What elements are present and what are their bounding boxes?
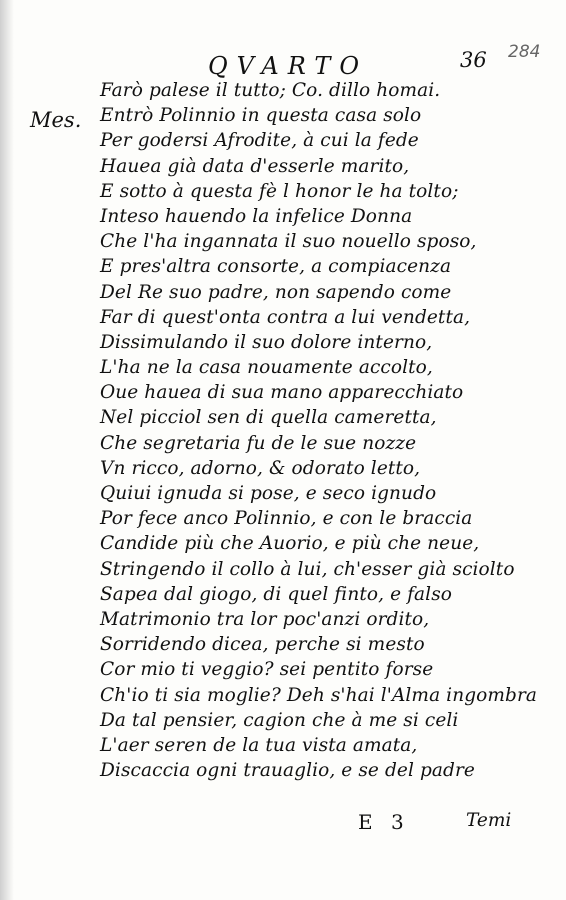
speaker-label: Mes. (30, 108, 82, 132)
verse-line: Dissimulando il suo dolore interno, (100, 331, 433, 353)
verse-line: Quiui ignuda si pose, e seco ignudo (100, 483, 437, 504)
verse-line: Del Re suo padre, non sapendo come (100, 281, 452, 303)
pencil-annotation: 284 (508, 42, 541, 62)
page-footer (0, 810, 566, 840)
verse-line: Hauea già data d'esserle marito, (100, 155, 410, 177)
verse-line: Che l'ha ingannata il suo nouello sposo, (100, 231, 477, 253)
verse-line: L'aer seren de la tua vista amata, (100, 734, 418, 756)
verse-line: Cor mio ti veggio? sei pentito forse (100, 659, 434, 681)
verse-line: E sotto à questa fè l honor le ha tolto; (100, 180, 459, 202)
signature-mark: E 3 (358, 810, 410, 834)
verse-line: Per godersi Afrodite, à cui la fede (100, 130, 419, 152)
verse-line: Che segretaria fu de le sue nozze (100, 432, 417, 454)
verse-line: Oue hauea di sua mano apparecchiato (100, 382, 464, 404)
verse-line: Farò palese il tutto; Co. dillo homai. (100, 80, 441, 101)
verse-line: Far di quest'onta contra a lui vendetta, (100, 306, 471, 328)
verse-line: Por fece anco Polinnio, e con le braccia (100, 508, 473, 530)
verse-line: L'ha ne la casa nouamente accolto, (100, 357, 433, 379)
verse-line: Inteso hauendo la infelice Donna (100, 205, 413, 227)
verse-line: Ch'io ti sia moglie? Deh s'hai l'Alma ingombra (100, 684, 538, 706)
running-head: QVARTO (208, 52, 369, 80)
verse-line: Discaccia ogni trauaglio, e se del padre (100, 760, 475, 782)
page-gutter-shadow (0, 0, 14, 900)
verse-line: Stringendo il collo à lui, ch'esser già sciolto (100, 558, 515, 580)
verse-line: E pres'altra consorte, a compiacenza (100, 256, 452, 278)
verse-line: Vn ricco, adorno, & odorato letto, (100, 457, 421, 479)
verse-block (100, 78, 560, 783)
verse-line: Matrimonio tra lor poc'anzi ordito, (100, 608, 430, 630)
verse-line: Da tal pensier, cagion che à me si celi (100, 709, 459, 731)
folio-number: 36 (460, 48, 487, 72)
verse-line: Entrò Polinnio in questa casa solo (100, 105, 422, 127)
verse-line: Sapea dal giogo, di quel finto, e falso (100, 583, 453, 605)
catchword: Temi (466, 810, 512, 831)
verse-line: Sorridendo dicea, perche si mesto (100, 634, 425, 656)
verse-line: Candide più che Auorio, e più che neue, (100, 533, 480, 555)
verse-line: Nel picciol sen di quella cameretta, (100, 407, 437, 429)
